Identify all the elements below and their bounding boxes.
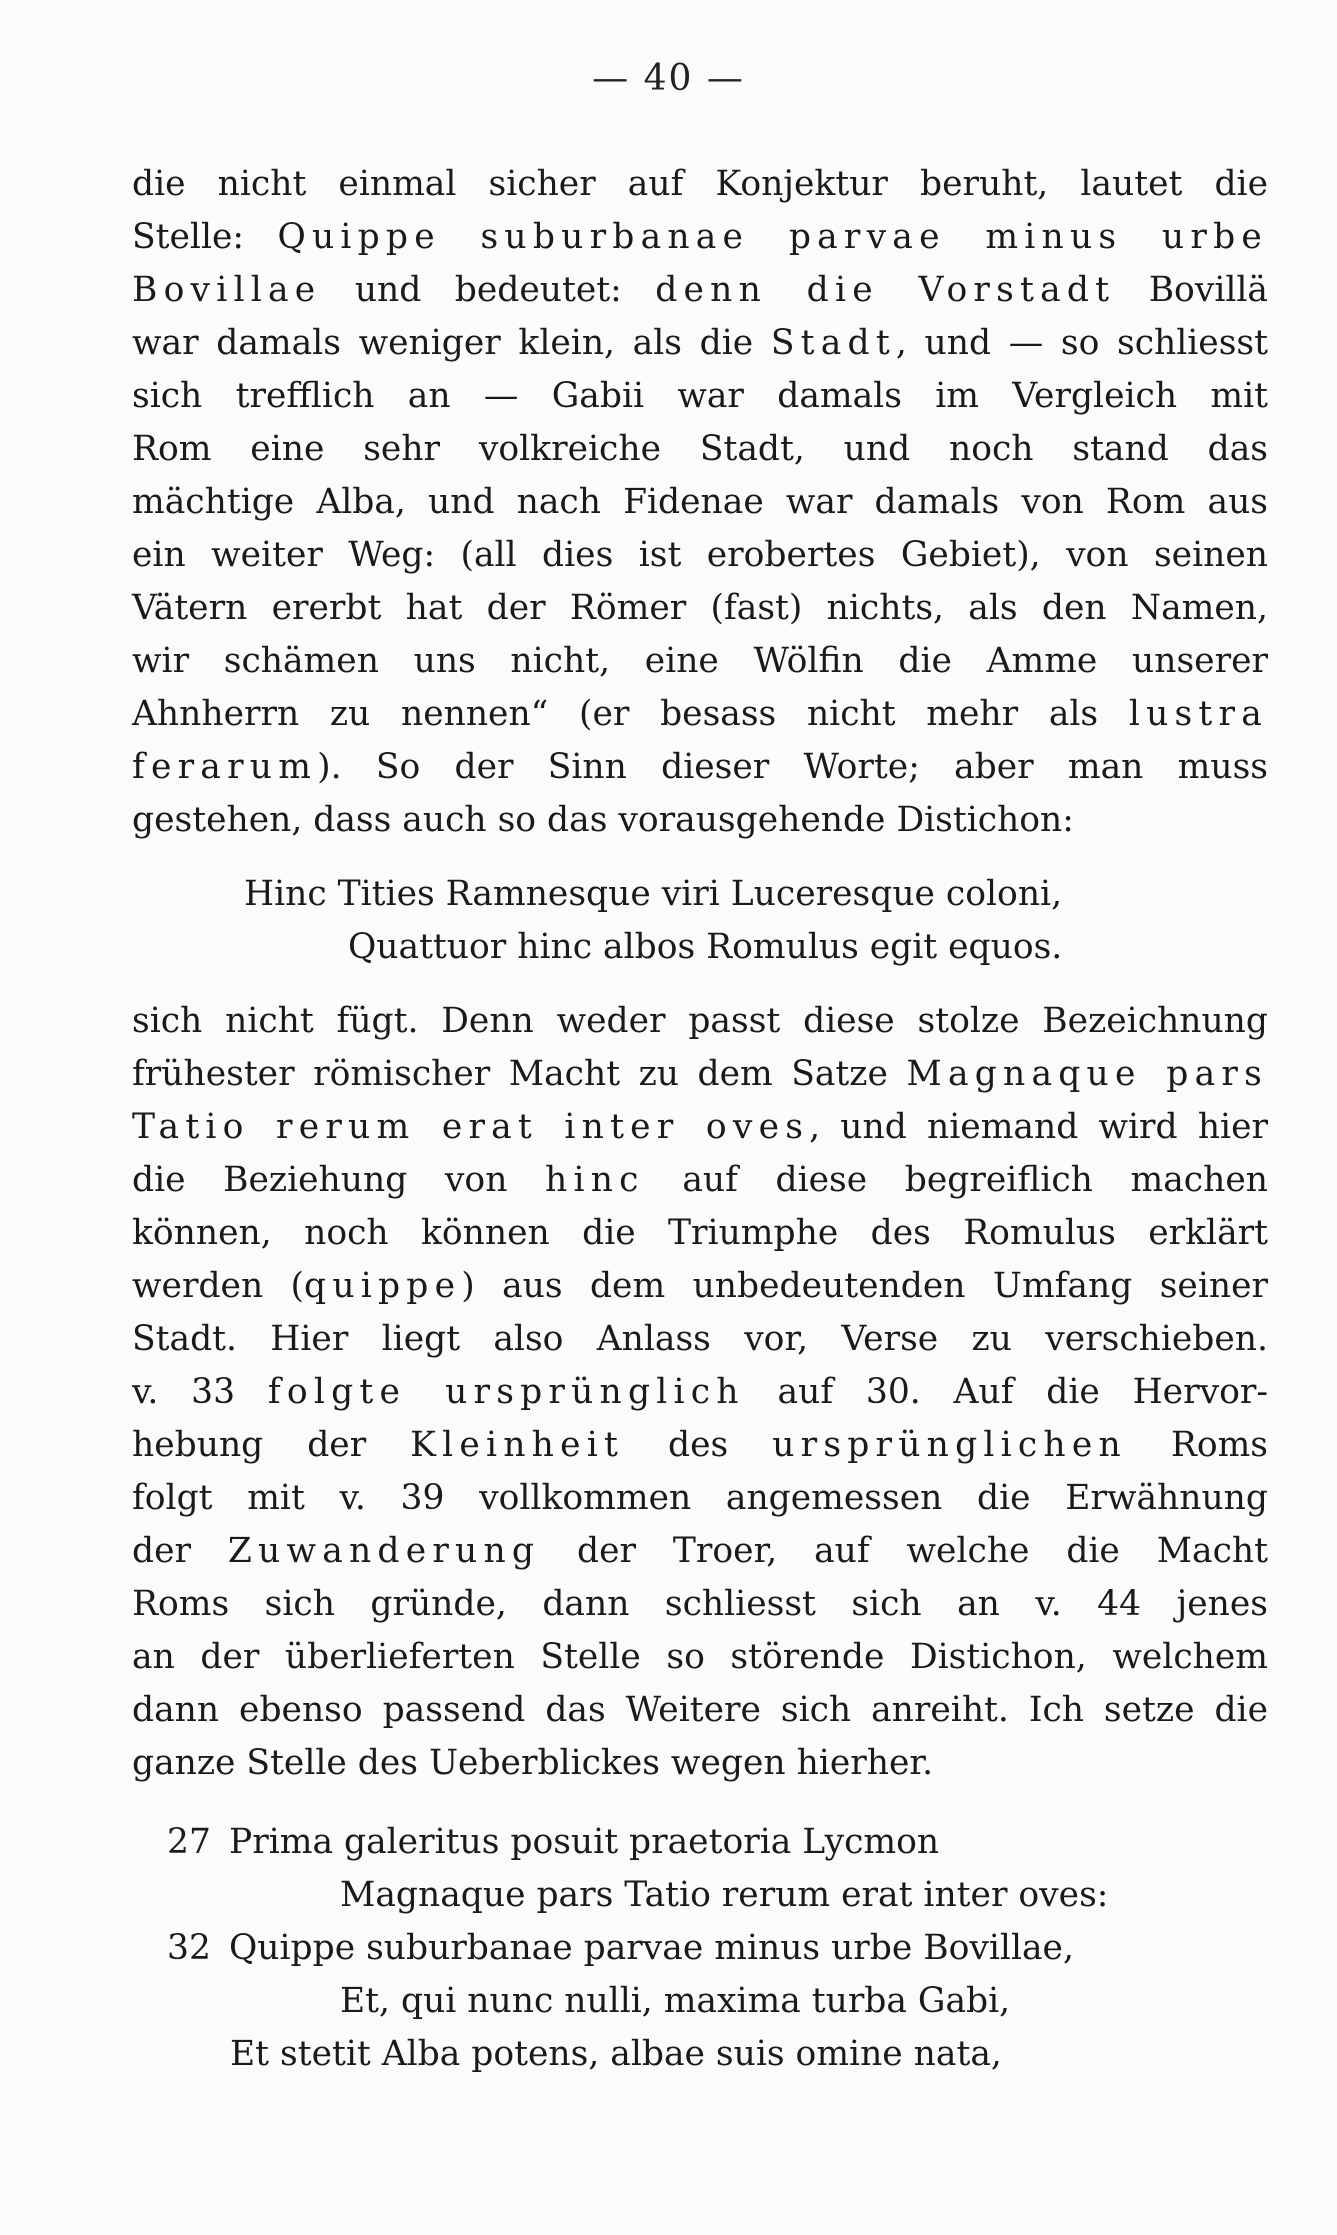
paragraph-2: [132, 995, 1268, 1790]
verse-number: 27: [167, 1822, 211, 1862]
text-line: die nicht einmal sicher auf Konjektur beruht, lautet die: [132, 164, 1268, 204]
spaced-text: ferarum: [132, 747, 318, 787]
text-line: sich nicht fügt. Denn weder passt diese stolze Bezeichnung: [132, 1001, 1268, 1041]
verse-27: 27 Prima galeritus posuit praetoria Lycmon: [167, 1816, 939, 1869]
spaced-text: Tatio rerum erat inter oves: [132, 1107, 810, 1147]
spaced-text: Magnaque pars: [906, 1054, 1268, 1094]
spaced-text: denn die Vorstadt: [655, 270, 1116, 310]
text-line: v. 33 folgte ursprünglich auf 30. Auf die Hervor-: [132, 1372, 1268, 1412]
verse-number: 32: [167, 1928, 211, 1968]
spaced-text: folgte ursprünglich: [267, 1372, 745, 1412]
text-line: Ahnherrn zu nennen“ (er besass nicht mehr als lustra: [132, 694, 1268, 734]
spaced-text: Kleinheit: [410, 1425, 625, 1465]
verse-32: 32 Quippe suburbanae parvae minus urbe Bovillae,: [167, 1922, 1074, 1975]
spaced-text: Stadt: [770, 323, 896, 363]
text-line: die Beziehung von hinc auf diese begreiflich machen: [132, 1160, 1268, 1200]
text-line: sich trefflich an — Gabii war damals im Vergleich mit: [132, 376, 1268, 416]
text-line: gestehen, dass auch so das vorausgehende Distichon:: [132, 800, 1074, 840]
text-line: der Zuwanderung der Troer, auf welche die Macht: [132, 1531, 1269, 1571]
distich-line-1: Hinc Tities Ramnesque viri Luceresque coloni,: [244, 874, 1063, 914]
verse-33: Et, qui nunc nulli, maxima turba Gabi,: [340, 1981, 1011, 2021]
text-line: ferarum). So der Sinn dieser Worte; aber man muss: [132, 747, 1268, 787]
spaced-text: Zuwanderung: [227, 1531, 541, 1571]
spaced-text: quippe: [304, 1266, 462, 1306]
text-line: frühester römischer Macht zu dem Satze Magnaque pars: [132, 1054, 1268, 1094]
page-number: — 40 —: [592, 58, 745, 99]
text-line: dann ebenso passend das Weitere sich anreiht. Ich setze die: [132, 1690, 1268, 1730]
spaced-text: Bovillae: [132, 270, 322, 310]
text-line: folgt mit v. 39 vollkommen angemessen die Erwähnung: [132, 1478, 1268, 1518]
paragraph-1: [132, 158, 1268, 847]
text-line: Vätern ererbt hat der Römer (fast) nichts, als den Namen,: [132, 588, 1268, 628]
text-line: Stelle: Quippe suburbanae parvae minus urbe: [132, 217, 1268, 257]
text-line: mächtige Alba, und nach Fidenae war damals von Rom aus: [132, 482, 1268, 522]
text-line: wir schämen uns nicht, eine Wölfin die Amme unserer: [132, 641, 1268, 681]
text-line: Rom eine sehr volkreiche Stadt, und noch stand das: [132, 429, 1268, 469]
text-line: können, noch können die Triumphe des Romulus erklärt: [132, 1213, 1268, 1253]
text-line: Stadt. Hier liegt also Anlass vor, Verse zu verschieben.: [132, 1319, 1268, 1359]
text-line: war damals weniger klein, als die Stadt, und — so schliesst: [132, 323, 1268, 363]
spaced-text: lustra: [1128, 694, 1268, 734]
text-line: an der überlieferten Stelle so störende Distichon, welchem: [132, 1637, 1268, 1677]
spaced-text: ursprünglichen: [772, 1425, 1127, 1465]
text-line: Roms sich gründe, dann schliesst sich an v. 44 jenes: [132, 1584, 1268, 1624]
text-line: Tatio rerum erat inter oves, und niemand wird hier: [132, 1107, 1268, 1147]
text-line: ganze Stelle des Ueberblickes wegen hierher.: [132, 1743, 934, 1783]
verse-28: Magnaque pars Tatio rerum erat inter oves:: [340, 1875, 1109, 1915]
text-line: Bovillae und bedeutet: denn die Vorstadt Bovillä: [132, 270, 1268, 310]
distich-line-2: Quattuor hinc albos Romulus egit equos.: [348, 927, 1063, 967]
text-line: hebung der Kleinheit des ursprünglichen Roms: [132, 1425, 1269, 1465]
verse-34: Et stetit Alba potens, albae suis omine nata,: [230, 2034, 1002, 2074]
spaced-text: Quippe suburbanae parvae minus urbe: [277, 217, 1268, 257]
spaced-text: hinc: [545, 1160, 645, 1200]
text-line: werden (quippe) aus dem unbedeutenden Umfang seiner: [132, 1266, 1268, 1306]
text-line: ein weiter Weg: (all dies ist erobertes Gebiet), von seinen: [132, 535, 1268, 575]
